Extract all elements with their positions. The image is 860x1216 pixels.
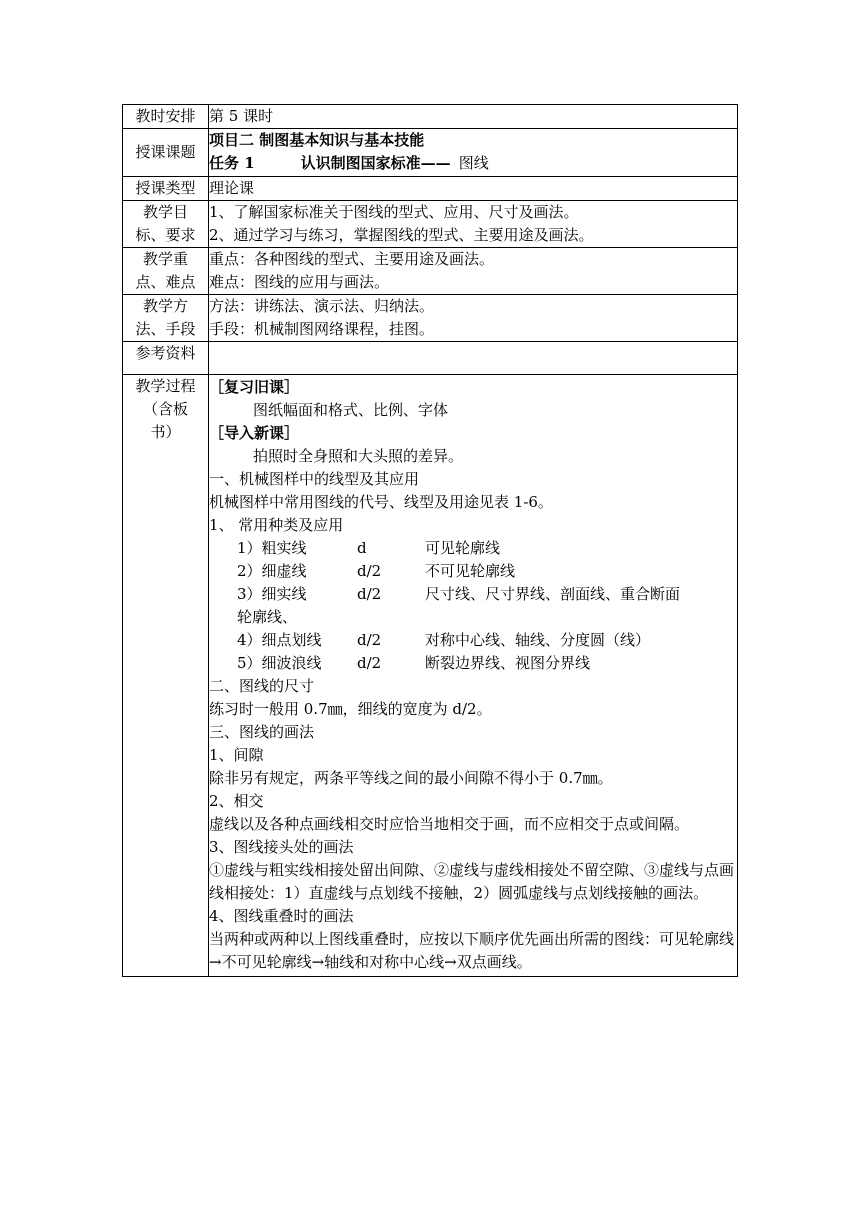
process-label-line1: 教学过程 <box>135 377 196 395</box>
row-goals <box>123 201 738 248</box>
focus-label-line2: 点、难点 <box>135 273 196 291</box>
goals-label-line1: 教学目 <box>142 203 188 221</box>
goal-item-2: 2、通过学习与练习，掌握图线的型式、主要用途及画法。 <box>209 226 594 244</box>
process-label-line2: （含板 <box>142 400 188 418</box>
type-label: 授课类型 <box>123 177 209 201</box>
section1-title: 一、机械图样中的线型及其应用 <box>209 470 420 488</box>
schedule-label: 教时安排 <box>123 105 209 129</box>
review-text: 图纸幅面和格式、比例、字体 <box>253 401 449 419</box>
focus-item-2: 难点：图线的应用与画法。 <box>209 273 390 291</box>
section3-3-title: 3、图线接头处的画法 <box>209 838 354 856</box>
line-type-row <box>209 560 737 583</box>
methods-item-1: 方法：讲练法、演示法、归纳法。 <box>209 297 435 315</box>
focus-label-line1: 教学重 <box>142 250 188 268</box>
line-type-use: 不可见轮廓线 <box>425 562 516 580</box>
topic-task <box>209 152 737 175</box>
row-process <box>123 375 738 977</box>
goals-label <box>123 201 209 248</box>
topic-task-title: 认识制图国家标准—— <box>300 154 451 172</box>
line-type-row <box>209 537 737 560</box>
topic-task-number: 任务 1 <box>209 154 255 172</box>
topic-label: 授课课题 <box>123 129 209 177</box>
line-type-code: d/2 <box>357 654 382 672</box>
line-type-code: d/2 <box>357 585 382 603</box>
goals-value <box>209 201 738 248</box>
type-value: 理论课 <box>209 177 738 201</box>
line-type-row <box>209 629 737 652</box>
intro-text: 拍照时全身照和大头照的差异。 <box>253 447 464 465</box>
schedule-value: 第 5 课时 <box>209 105 738 129</box>
methods-value <box>209 295 738 342</box>
row-focus <box>123 248 738 295</box>
goals-label-line2: 标、要求 <box>135 226 196 244</box>
topic-value <box>209 129 738 177</box>
focus-label <box>123 248 209 295</box>
process-label <box>123 375 209 977</box>
row-type <box>123 177 738 201</box>
methods-label-line2: 法、手段 <box>135 320 196 338</box>
line-type-use: 断裂边界线、视图分界线 <box>425 654 591 672</box>
section3-4-text: 当两种或两种以上图线重叠时，应按以下顺序优先画出所需的图线：可见轮廓线→不可见轮廓线→轴线和对称中心线→双点画线。 <box>209 930 735 971</box>
section3-3-text: ①虚线与粗实线相接处留出间隙、②虚线与虚线相接处不留空隙、③虚线与点画线相接处：1）直虚线与点划线不接触，2）圆弧虚线与点划线接触的画法。 <box>209 861 735 902</box>
row-topic <box>123 129 738 177</box>
methods-label-line1: 教学方 <box>142 297 188 315</box>
line-type-name: 1）粗实线 <box>237 539 307 557</box>
topic-project: 项目二 制图基本知识与基本技能 <box>209 131 425 149</box>
methods-item-2: 手段：机械制图网络课程，挂图。 <box>209 320 435 338</box>
section2-title: 二、图线的尺寸 <box>209 677 315 695</box>
goal-item-1: 1、了解国家标准关于图线的型式、应用、尺寸及画法。 <box>209 203 579 221</box>
lesson-plan-table <box>122 104 738 977</box>
section3-2-title: 2、相交 <box>209 792 264 810</box>
line-type-continuation: 轮廓线、 <box>237 608 298 626</box>
line-type-name: 4）细点划线 <box>237 631 322 649</box>
process-content <box>209 375 738 977</box>
section3-1-title: 1、间隙 <box>209 746 264 764</box>
section1-text: 机械图样中常用图线的代号、线型及用途见表 1-6。 <box>209 493 553 511</box>
section3-1-text: 除非另有规定，两条平等线之间的最小间隙不得小于 0.7㎜。 <box>209 769 613 787</box>
line-type-code: d/2 <box>357 562 382 580</box>
intro-heading: ［导入新课］ <box>209 424 300 442</box>
line-type-use: 可见轮廓线 <box>425 539 501 557</box>
line-type-code: d <box>357 539 367 557</box>
references-value <box>209 342 738 375</box>
references-label: 参考资料 <box>123 342 209 375</box>
row-methods <box>123 295 738 342</box>
line-type-name: 5）细波浪线 <box>237 654 322 672</box>
section3-title: 三、图线的画法 <box>209 723 315 741</box>
section3-2-text: 虚线以及各种点画线相交时应恰当地相交于画，而不应相交于点或间隔。 <box>209 815 690 833</box>
focus-item-1: 重点：各种图线的型式、主要用途及画法。 <box>209 250 495 268</box>
topic-task-subject: 图线 <box>458 154 489 172</box>
line-type-use: 对称中心线、轴线、分度圆（线） <box>425 631 651 649</box>
section1-subtitle: 1、 常用种类及应用 <box>209 516 344 534</box>
row-schedule <box>123 105 738 129</box>
row-references <box>123 342 738 375</box>
line-type-row <box>209 652 737 675</box>
line-type-use: 尺寸线、尺寸界线、剖面线、重合断面 <box>425 585 681 603</box>
section2-text: 练习时一般用 0.7㎜，细线的宽度为 d/2。 <box>209 700 492 718</box>
line-type-name: 2）细虚线 <box>237 562 307 580</box>
methods-label <box>123 295 209 342</box>
line-type-row <box>209 583 737 606</box>
line-type-code: d/2 <box>357 631 382 649</box>
line-type-name: 3）细实线 <box>237 585 307 603</box>
section3-4-title: 4、图线重叠时的画法 <box>209 907 354 925</box>
process-label-line3: 书） <box>150 423 181 441</box>
focus-value <box>209 248 738 295</box>
review-heading: ［复习旧课］ <box>209 378 300 396</box>
